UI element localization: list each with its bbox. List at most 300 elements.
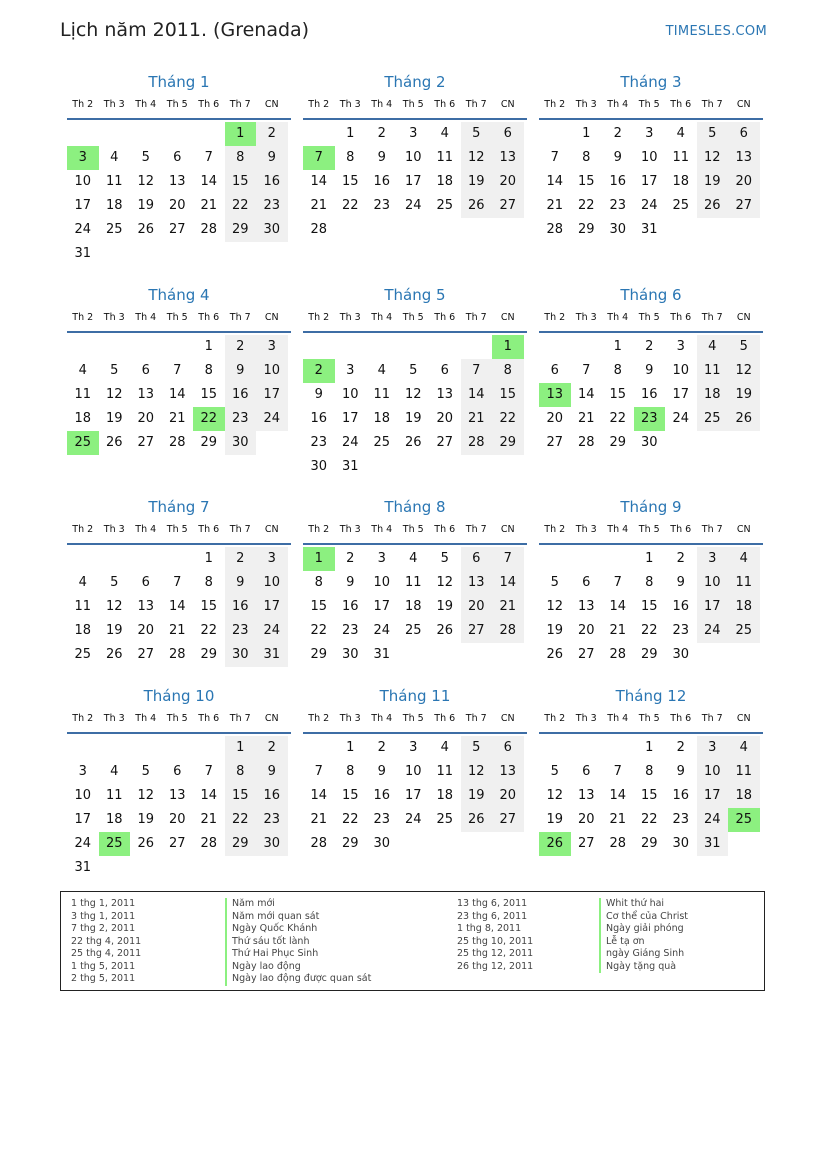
day-grid	[539, 736, 763, 856]
empty-cell	[130, 547, 162, 571]
weekday-header	[67, 517, 291, 545]
weekday-label: Th 4	[371, 524, 393, 535]
legend-date: 1 thg 8, 2011	[457, 923, 522, 934]
day-cell: 4	[728, 736, 760, 760]
month-calendar	[303, 285, 527, 479]
day-cell: 2	[256, 736, 288, 760]
day-cell: 23	[225, 619, 257, 643]
day-cell: 19	[404, 411, 422, 426]
day-cell: 14	[609, 599, 627, 614]
day-cell: 6	[141, 575, 150, 590]
day-cell: 2	[676, 551, 685, 566]
day-cell: 26	[105, 435, 123, 450]
day-cell: 20	[546, 411, 564, 426]
weekday-label: CN	[736, 524, 751, 535]
day-cell: 24	[74, 222, 92, 237]
empty-cell	[539, 736, 571, 760]
day-cell: 24	[640, 198, 658, 213]
weekday-label: Th 7	[701, 713, 723, 724]
day-cell: 2	[377, 740, 386, 755]
empty-cell	[67, 736, 99, 760]
weekday-label: Th 6	[198, 312, 220, 323]
empty-cell	[130, 122, 162, 146]
day-cell: 4	[697, 335, 729, 359]
weekday-label: Th 5	[638, 713, 660, 724]
day-cell: 15	[310, 599, 328, 614]
day-cell: 13	[492, 760, 524, 784]
day-cell: 7	[613, 575, 622, 590]
day-cell: 29	[310, 647, 328, 662]
weekday-label: Th 3	[575, 524, 597, 535]
weekday-header	[539, 92, 763, 120]
day-cell: 19	[436, 599, 454, 614]
day-cell: 18	[74, 411, 92, 426]
month-calendar	[67, 72, 291, 266]
day-cell: 12	[697, 146, 729, 170]
day-cell: 17	[74, 812, 92, 827]
day-grid	[67, 335, 291, 455]
month-calendar	[303, 686, 527, 856]
day-cell: 9	[676, 575, 685, 590]
day-cell: 17	[256, 383, 288, 407]
day-cell: 9	[346, 575, 355, 590]
day-cell: 17	[341, 411, 359, 426]
legend-date: 3 thg 1, 2011	[71, 910, 136, 922]
day-cell: 5	[110, 575, 119, 590]
day-cell: 11	[105, 174, 123, 189]
day-cell: 9	[676, 764, 685, 779]
day-cell: 30	[341, 647, 359, 662]
weekday-label: Th 4	[135, 524, 157, 535]
day-grid	[539, 122, 763, 242]
holiday-day-cell: 1	[492, 335, 524, 359]
day-cell: 7	[204, 150, 213, 165]
day-cell: 15	[341, 788, 359, 803]
empty-cell	[571, 547, 603, 571]
weekday-header	[303, 706, 527, 734]
day-cell: 5	[697, 122, 729, 146]
day-cell: 15	[200, 599, 218, 614]
day-cell: 20	[137, 623, 155, 638]
day-cell: 28	[577, 435, 595, 450]
legend-date: 23 thg 6, 2011	[457, 910, 528, 922]
day-cell: 29	[577, 222, 595, 237]
holiday-legend	[60, 891, 765, 991]
day-cell: 7	[492, 547, 524, 571]
day-cell: 8	[204, 575, 213, 590]
day-cell: 11	[728, 760, 760, 784]
day-cell: 29	[341, 836, 359, 851]
empty-cell	[67, 122, 99, 146]
day-cell: 20	[492, 784, 524, 808]
day-cell: 21	[310, 198, 328, 213]
weekday-label: Th 5	[638, 524, 660, 535]
day-cell: 8	[225, 760, 257, 784]
day-cell: 22	[640, 623, 658, 638]
day-cell: 31	[697, 832, 729, 856]
month-title: Tháng 2	[384, 73, 446, 91]
day-cell: 17	[672, 387, 690, 402]
holiday-day-cell: 25	[728, 808, 760, 832]
weekday-label: Th 7	[465, 312, 487, 323]
day-cell: 25	[74, 647, 92, 662]
legend-holiday-name: Năm mới quan sát	[225, 911, 371, 924]
day-cell: 3	[697, 547, 729, 571]
day-cell: 10	[341, 387, 359, 402]
day-cell: 16	[256, 170, 288, 194]
empty-cell	[67, 335, 99, 359]
day-cell: 5	[550, 764, 559, 779]
day-cell: 29	[200, 647, 218, 662]
day-cell: 20	[577, 812, 595, 827]
day-cell: 14	[168, 599, 186, 614]
day-cell: 12	[404, 387, 422, 402]
holiday-day-cell: 2	[303, 359, 335, 383]
weekday-label: Th 2	[72, 312, 94, 323]
weekday-header	[67, 92, 291, 120]
weekday-label: Th 4	[371, 312, 393, 323]
weekday-label: Th 6	[670, 713, 692, 724]
legend-holiday-name: Ngày Quốc Khánh	[225, 923, 371, 936]
day-cell: 10	[373, 575, 391, 590]
day-cell: 24	[404, 198, 422, 213]
day-cell: 26	[546, 647, 564, 662]
day-cell: 2	[346, 551, 355, 566]
day-cell: 13	[577, 788, 595, 803]
day-cell: 6	[582, 575, 591, 590]
day-cell: 8	[645, 575, 654, 590]
day-cell: 17	[640, 174, 658, 189]
day-cell: 30	[609, 222, 627, 237]
day-cell: 27	[168, 222, 186, 237]
day-cell: 30	[256, 218, 288, 242]
weekday-label: Th 3	[103, 713, 125, 724]
day-cell: 10	[404, 764, 422, 779]
weekday-label: CN	[264, 524, 279, 535]
day-cell: 4	[78, 363, 87, 378]
empty-cell	[602, 736, 634, 760]
weekday-label: Th 4	[607, 713, 629, 724]
day-cell: 29	[640, 647, 658, 662]
day-cell: 16	[609, 174, 627, 189]
day-cell: 18	[436, 788, 454, 803]
day-cell: 9	[377, 150, 386, 165]
day-cell: 7	[582, 363, 591, 378]
legend-holiday-name: Ngày lao động được quan sát	[225, 973, 371, 986]
day-grid	[539, 335, 763, 455]
month-calendar	[67, 497, 291, 667]
day-cell: 24	[256, 407, 288, 431]
day-cell: 23	[256, 194, 288, 218]
day-cell: 2	[645, 339, 654, 354]
empty-cell	[461, 335, 493, 359]
day-cell: 1	[204, 339, 213, 354]
day-cell: 28	[546, 222, 564, 237]
day-cell: 31	[74, 860, 92, 875]
day-cell: 1	[645, 740, 654, 755]
day-cell: 24	[256, 619, 288, 643]
day-cell: 12	[546, 599, 564, 614]
day-cell: 12	[436, 575, 454, 590]
day-cell: 20	[492, 170, 524, 194]
holiday-day-cell: 7	[303, 146, 335, 170]
day-cell: 11	[74, 599, 92, 614]
day-cell: 12	[546, 788, 564, 803]
day-cell: 5	[409, 363, 418, 378]
day-cell: 11	[105, 788, 123, 803]
day-cell: 23	[609, 198, 627, 213]
day-cell: 15	[577, 174, 595, 189]
legend-holiday-name: Whit thứ hai	[599, 898, 688, 911]
empty-cell	[162, 335, 194, 359]
day-cell: 22	[200, 623, 218, 638]
legend-holiday-name: Thứ sáu tốt lành	[225, 936, 371, 949]
day-cell: 4	[728, 547, 760, 571]
day-cell: 19	[137, 198, 155, 213]
weekday-label: Th 3	[339, 524, 361, 535]
day-cell: 26	[697, 194, 729, 218]
page-title: Lịch năm 2011. (Grenada)	[60, 19, 310, 41]
day-cell: 27	[577, 836, 595, 851]
day-grid	[539, 547, 763, 667]
day-cell: 3	[256, 547, 288, 571]
day-cell: 24	[697, 619, 729, 643]
day-cell: 22	[492, 407, 524, 431]
day-cell: 23	[672, 812, 690, 827]
day-cell: 14	[546, 174, 564, 189]
empty-cell	[366, 335, 398, 359]
day-cell: 23	[225, 407, 257, 431]
month-calendar	[67, 686, 291, 880]
weekday-label: Th 4	[135, 99, 157, 110]
day-cell: 14	[310, 788, 328, 803]
day-cell: 9	[613, 150, 622, 165]
weekday-label: Th 3	[575, 312, 597, 323]
empty-cell	[99, 335, 131, 359]
day-cell: 6	[582, 764, 591, 779]
legend-names-left	[225, 898, 371, 986]
weekday-label: Th 5	[166, 524, 188, 535]
day-cell: 19	[105, 623, 123, 638]
weekday-label: CN	[500, 312, 515, 323]
day-cell: 17	[697, 784, 729, 808]
day-cell: 21	[609, 623, 627, 638]
day-cell: 3	[676, 339, 685, 354]
day-cell: 12	[137, 174, 155, 189]
day-cell: 27	[546, 435, 564, 450]
day-cell: 13	[168, 788, 186, 803]
weekday-header	[67, 706, 291, 734]
day-cell: 14	[310, 174, 328, 189]
day-cell: 28	[609, 647, 627, 662]
day-cell: 6	[173, 764, 182, 779]
day-cell: 6	[492, 122, 524, 146]
weekday-label: Th 6	[198, 713, 220, 724]
day-cell: 25	[373, 435, 391, 450]
day-cell: 30	[310, 459, 328, 474]
holiday-day-cell: 23	[634, 407, 666, 431]
day-cell: 6	[728, 122, 760, 146]
legend-holiday-name: Ngày tặng quà	[599, 961, 688, 974]
day-cell: 6	[492, 736, 524, 760]
day-cell: 9	[225, 359, 257, 383]
weekday-label: Th 3	[103, 524, 125, 535]
weekday-label: Th 4	[607, 99, 629, 110]
day-cell: 7	[204, 764, 213, 779]
day-cell: 29	[640, 836, 658, 851]
month-title: Tháng 6	[620, 286, 682, 304]
day-cell: 17	[373, 599, 391, 614]
day-cell: 10	[74, 174, 92, 189]
day-cell: 18	[74, 623, 92, 638]
weekday-label: Th 2	[544, 312, 566, 323]
holiday-day-cell: 3	[67, 146, 99, 170]
month-calendar	[303, 72, 527, 242]
day-cell: 3	[409, 740, 418, 755]
day-cell: 14	[609, 788, 627, 803]
day-cell: 27	[137, 435, 155, 450]
weekday-label: Th 5	[638, 312, 660, 323]
day-cell: 19	[728, 383, 760, 407]
weekday-label: Th 2	[544, 524, 566, 535]
day-cell: 19	[137, 812, 155, 827]
day-cell: 22	[577, 198, 595, 213]
day-cell: 1	[582, 126, 591, 141]
day-cell: 18	[672, 174, 690, 189]
day-cell: 28	[200, 222, 218, 237]
day-cell: 11	[404, 575, 422, 590]
holiday-day-cell: 13	[539, 383, 571, 407]
day-cell: 16	[225, 595, 257, 619]
day-cell: 25	[672, 198, 690, 213]
day-cell: 18	[373, 411, 391, 426]
weekday-label: Th 2	[72, 99, 94, 110]
day-cell: 8	[346, 764, 355, 779]
day-cell: 7	[613, 764, 622, 779]
day-cell: 14	[577, 387, 595, 402]
day-cell: 7	[461, 359, 493, 383]
weekday-label: Th 6	[670, 524, 692, 535]
weekday-label: Th 2	[308, 713, 330, 724]
day-cell: 3	[409, 126, 418, 141]
day-cell: 25	[436, 198, 454, 213]
day-cell: 6	[141, 363, 150, 378]
empty-cell	[429, 335, 461, 359]
day-cell: 13	[577, 599, 595, 614]
day-cell: 5	[141, 150, 150, 165]
day-cell: 2	[377, 126, 386, 141]
day-cell: 20	[168, 812, 186, 827]
weekday-label: CN	[264, 312, 279, 323]
day-cell: 23	[672, 623, 690, 638]
weekday-label: Th 4	[371, 99, 393, 110]
day-cell: 2	[225, 547, 257, 571]
holiday-day-cell: 22	[193, 407, 225, 431]
day-cell: 8	[582, 150, 591, 165]
day-cell: 15	[609, 387, 627, 402]
month-title: Tháng 1	[148, 73, 210, 91]
holiday-day-cell: 26	[539, 832, 571, 856]
day-cell: 4	[110, 764, 119, 779]
day-cell: 27	[577, 647, 595, 662]
day-cell: 14	[461, 383, 493, 407]
day-cell: 2	[256, 122, 288, 146]
day-cell: 12	[461, 760, 493, 784]
day-cell: 5	[461, 122, 493, 146]
month-calendar	[539, 497, 763, 667]
day-cell: 26	[404, 435, 422, 450]
day-cell: 26	[436, 623, 454, 638]
empty-cell	[162, 547, 194, 571]
legend-names-right	[599, 898, 688, 973]
day-cell: 21	[546, 198, 564, 213]
day-cell: 9	[314, 387, 323, 402]
day-cell: 28	[492, 619, 524, 643]
day-cell: 2	[676, 740, 685, 755]
day-cell: 23	[256, 808, 288, 832]
month-title: Tháng 9	[620, 498, 682, 516]
site-brand-link[interactable]: TIMESLES.COM	[665, 24, 767, 39]
legend-holiday-name: Ngày giải phóng	[599, 923, 688, 936]
weekday-label: Th 2	[72, 713, 94, 724]
holiday-day-cell: 25	[67, 431, 99, 455]
weekday-label: Th 7	[229, 713, 251, 724]
legend-date: 13 thg 6, 2011	[457, 898, 528, 909]
weekday-label: Th 7	[229, 524, 251, 535]
day-cell: 20	[436, 411, 454, 426]
legend-date: 25 thg 4, 2011	[71, 948, 142, 959]
day-cell: 1	[225, 736, 257, 760]
day-cell: 10	[404, 150, 422, 165]
day-cell: 29	[225, 832, 257, 856]
empty-cell	[539, 547, 571, 571]
day-cell: 28	[200, 836, 218, 851]
day-cell: 30	[672, 836, 690, 851]
day-cell: 8	[346, 150, 355, 165]
day-cell: 25	[105, 222, 123, 237]
day-cell: 4	[676, 126, 685, 141]
day-cell: 24	[74, 836, 92, 851]
day-cell: 6	[173, 150, 182, 165]
day-cell: 31	[256, 643, 288, 667]
day-cell: 10	[672, 363, 690, 378]
day-cell: 20	[137, 411, 155, 426]
day-grid	[303, 736, 527, 856]
weekday-label: Th 5	[402, 312, 424, 323]
day-grid	[303, 122, 527, 242]
day-cell: 15	[200, 387, 218, 402]
day-cell: 19	[697, 170, 729, 194]
legend-date: 22 thg 4, 2011	[71, 935, 142, 947]
holiday-day-cell: 1	[225, 122, 257, 146]
day-cell: 25	[697, 407, 729, 431]
weekday-label: Th 7	[701, 99, 723, 110]
day-cell: 16	[672, 599, 690, 614]
weekday-label: Th 2	[308, 99, 330, 110]
weekday-label: Th 3	[103, 312, 125, 323]
day-cell: 28	[609, 836, 627, 851]
holiday-day-cell: 25	[99, 832, 131, 856]
day-cell: 11	[728, 571, 760, 595]
day-cell: 21	[200, 812, 218, 827]
empty-cell	[193, 736, 225, 760]
legend-date: 26 thg 12, 2011	[457, 960, 534, 972]
day-cell: 31	[341, 459, 359, 474]
day-cell: 23	[373, 198, 391, 213]
day-cell: 21	[609, 812, 627, 827]
day-grid	[67, 547, 291, 667]
weekday-label: Th 7	[701, 312, 723, 323]
